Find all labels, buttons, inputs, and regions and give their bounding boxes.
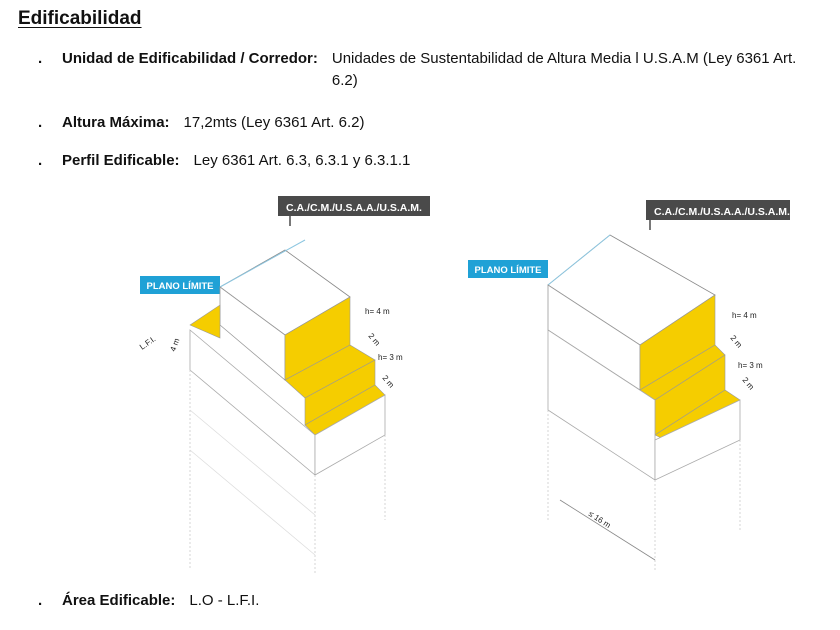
item-label: Unidad de Edificabilidad / Corredor: [62, 50, 318, 67]
list-item-perfil [38, 150, 410, 172]
section-title: Edificabilidad [18, 8, 142, 29]
bullet: . [38, 152, 43, 169]
item-value: 17,2mts (Ley 6361 Art. 6.2) [183, 114, 365, 131]
list-item-area [38, 590, 259, 612]
tag-label: C.A./C.M./U.S.A.A./U.S.A.M. [286, 202, 422, 214]
d1-label: 2 m [728, 333, 744, 350]
h2-label: h= 3 m [738, 361, 763, 370]
bullet: . [38, 114, 43, 131]
h1-label: h= 4 m [732, 311, 757, 320]
list-item-unidad [38, 48, 833, 92]
h2-label: h= 3 m [378, 353, 403, 362]
item-label: Área Edificable: [62, 592, 176, 609]
item-label: Altura Máxima: [62, 114, 170, 131]
side-label: 4 m [168, 337, 182, 353]
bullet: . [38, 592, 43, 609]
item-value: Unidades de Sustentabilidad de Altura Media l U.S.A.M (Ley 6361 Art. 6.2) [331, 50, 797, 89]
perfil-diagram-right [460, 190, 790, 580]
item-label: Perfil Edificable: [62, 152, 180, 169]
list-item-altura [38, 112, 364, 134]
tag-label: C.A./C.M./U.S.A.A./U.S.A.M. [654, 206, 790, 218]
plano-limite-label: PLANO LÍMITE [146, 281, 214, 292]
perfil-diagram-left [130, 190, 430, 580]
d2-label: 2 m [740, 375, 756, 392]
plano-limite-label: PLANO LÍMITE [474, 265, 542, 276]
h1-label: h= 4 m [365, 307, 390, 316]
item-value: Ley 6361 Art. 6.3, 6.3.1 y 6.3.1.1 [193, 152, 411, 169]
lfi-label: L.F.I. [137, 334, 158, 352]
depth-label: ≤ 16 m [586, 509, 613, 530]
item-value: L.O - L.F.I. [189, 592, 260, 609]
d2-label: 2 m [380, 373, 396, 390]
d1-label: 2 m [366, 331, 382, 348]
bullet: . [38, 50, 43, 67]
